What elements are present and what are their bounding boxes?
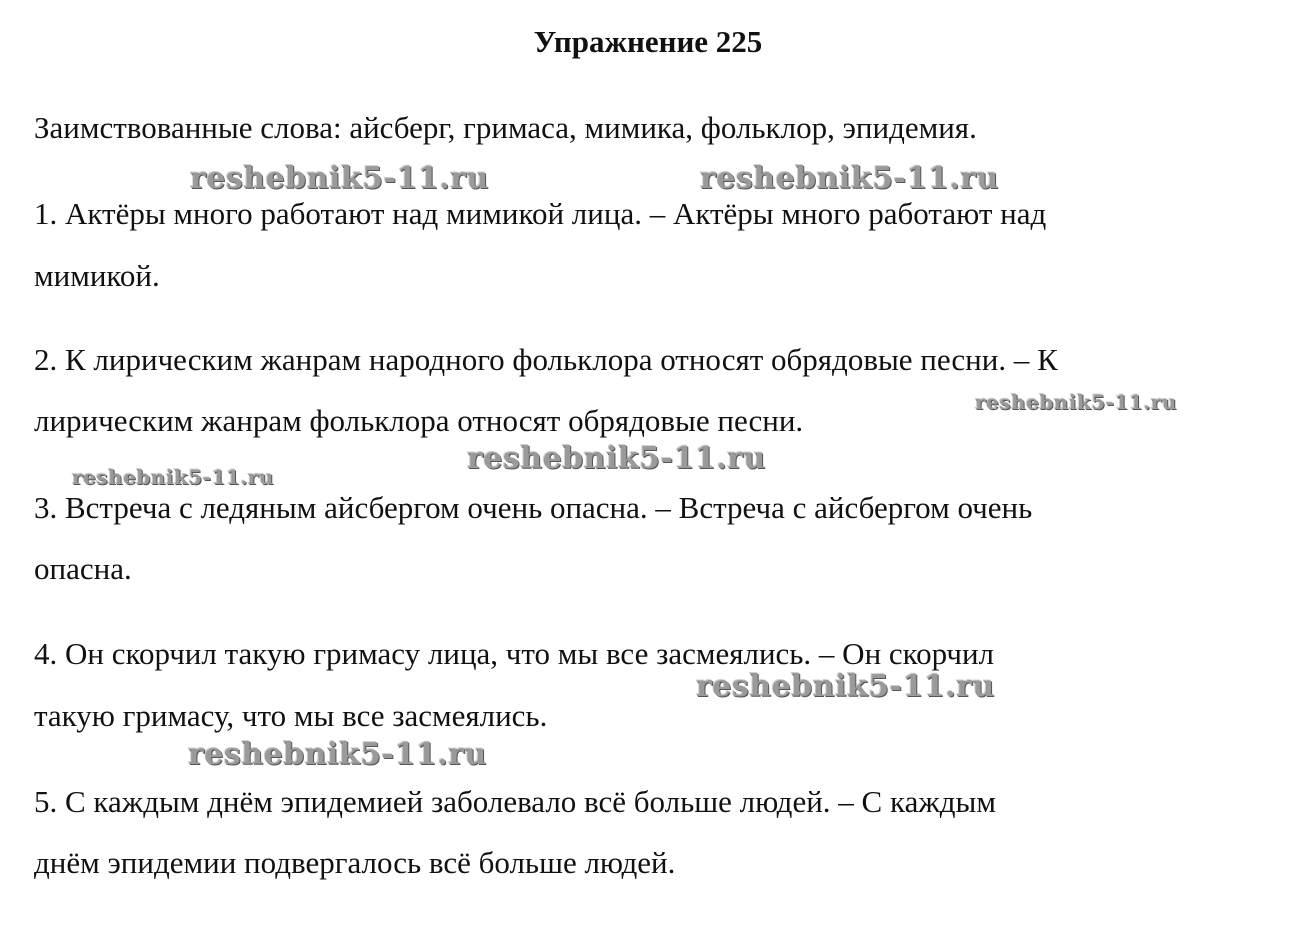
sentence-2-line-1: 2. К лирическим жанрам народного фольклора относят обрядовые песни. – К (34, 342, 1058, 377)
sentence-1-line-1: 1. Актёры много работают над мимикой лица. – Актёры много работают над (34, 196, 1047, 231)
sentence-1-line-2: мимикой. (34, 258, 160, 293)
sentence-5-line-1: 5. С каждым днём эпидемией заболевало всё больше людей. – С каждым (34, 784, 996, 819)
sentence-4-line-2: такую гримасу, что мы все засмеялись. (34, 698, 548, 733)
sentence-2-line-2: лирическим жанрам фольклора относят обрядовые песни. (34, 403, 804, 438)
watermark: reshebnik5-11.ru (700, 161, 999, 196)
watermark: reshebnik5-11.ru (467, 441, 766, 476)
sentence-3-line-1: 3. Встреча с ледяным айсбергом очень опасна. – Встреча с айсбергом очень (34, 490, 1033, 525)
watermark: reshebnik5-11.ru (188, 737, 487, 772)
borrowed-words-line: Заимствованные слова: айсберг, гримаса, мимика, фольклор, эпидемия. (34, 110, 977, 145)
exercise-title: Упражнение 225 (533, 24, 763, 59)
sentence-3-line-2: опасна. (34, 551, 132, 586)
watermark: reshebnik5-11.ru (190, 161, 489, 196)
watermark: reshebnik5-11.ru (72, 465, 274, 489)
sentence-4-line-1: 4. Он скорчил такую гримасу лица, что мы все засмеялись. – Он скорчил (34, 636, 995, 671)
watermark: reshebnik5-11.ru (696, 669, 995, 704)
watermark: reshebnik5-11.ru (975, 390, 1177, 414)
sentence-5-line-2: днём эпидемии подвергалось всё больше людей. (34, 845, 676, 880)
